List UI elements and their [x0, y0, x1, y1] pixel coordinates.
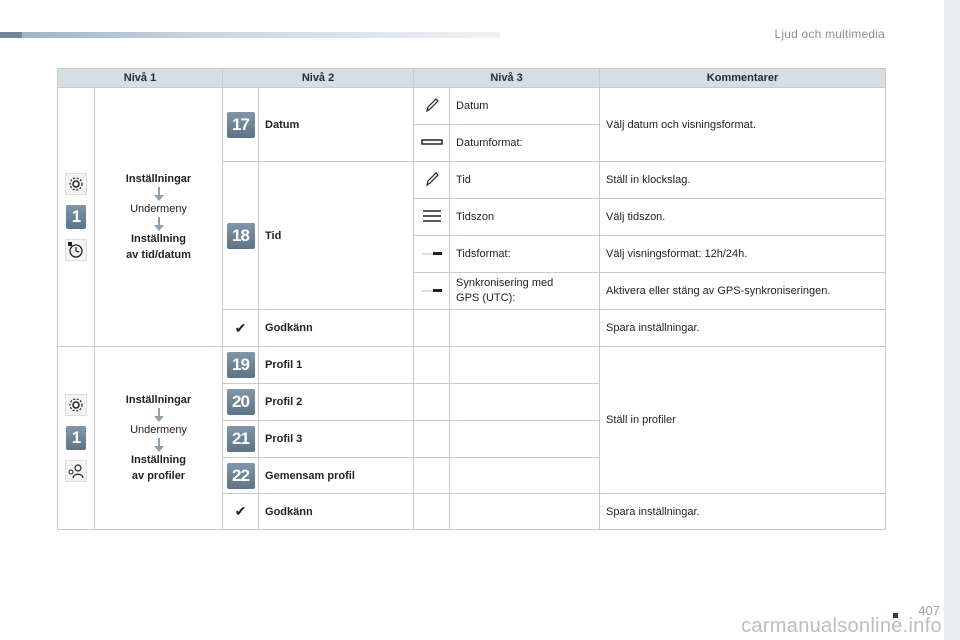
menu-label-setting: Inställning — [131, 454, 186, 466]
list-icon — [422, 209, 442, 223]
level2-confirm: Godkänn — [259, 310, 414, 347]
comment-confirm: Spara inställningar. — [600, 310, 886, 347]
pencil-icon — [424, 97, 440, 113]
level2-profile2: Profil 2 — [259, 384, 414, 421]
comment-gps-sync: Aktivera eller stäng av GPS-synkroniseringen. — [600, 273, 886, 310]
watermark: carmanualsonline.info — [741, 615, 942, 637]
gps-sync-line2: GPS (UTC): — [456, 292, 516, 304]
side-strip — [944, 0, 960, 640]
arrow-down-icon — [153, 438, 165, 452]
clock-icon — [65, 239, 87, 261]
level1-badge: 1 — [66, 205, 86, 229]
level2-tid: Tid — [259, 162, 414, 310]
profile-icon — [65, 460, 87, 482]
level2-datum: Datum — [259, 88, 414, 162]
empty-cell — [414, 384, 450, 421]
comment-tid: Ställ in klockslag. — [600, 162, 886, 199]
pencil-icon-cell — [414, 162, 450, 199]
header-level3: Nivå 3 — [414, 69, 600, 88]
checkmark-icon: ✔ — [234, 503, 247, 519]
list-icon-cell — [414, 199, 450, 236]
level3-tid: Tid — [450, 162, 600, 199]
menu-label-settings: Inställningar — [125, 394, 192, 406]
confirm-icon-cell — [223, 494, 259, 530]
level3-time-format: Tidsformat: — [450, 236, 600, 273]
top-accent-bar — [0, 32, 500, 38]
pencil-icon — [424, 171, 440, 187]
level2-profile3: Profil 3 — [259, 421, 414, 458]
toggle-icon — [421, 251, 443, 257]
empty-cell — [414, 458, 450, 494]
level1-icons-profiles — [58, 347, 95, 530]
toggle-icon-cell — [414, 273, 450, 310]
arrow-down-icon — [153, 408, 165, 422]
page-header-title: Ljud och multimedia — [774, 27, 885, 41]
arrow-down-icon — [153, 187, 165, 201]
badge-cell-tid — [223, 162, 259, 310]
empty-cell — [450, 310, 600, 347]
level3-date-format: Datumformat: — [450, 125, 600, 162]
empty-cell — [450, 347, 600, 384]
menu-label-settings: Inställningar — [125, 173, 192, 185]
table-header-row — [58, 69, 886, 88]
level3-gps-sync — [450, 273, 600, 310]
badge-cell-datum — [223, 88, 259, 162]
empty-cell — [414, 347, 450, 384]
badge-cell-profile2 — [223, 384, 259, 421]
comment-time-format: Välj visningsformat: 12h/24h. — [600, 236, 886, 273]
level2-confirm-profiles: Godkänn — [259, 494, 414, 530]
badge-cell-profile3 — [223, 421, 259, 458]
menu-label-time-date: av tid/datum — [126, 249, 191, 261]
header-comments: Kommentarer — [600, 69, 886, 88]
level3-datum: Datum — [450, 88, 600, 125]
gear-icon — [65, 394, 87, 416]
comment-profiles: Ställ in profiler — [600, 347, 886, 494]
checkmark-icon: ✔ — [234, 319, 247, 336]
number-badge-21: 21 — [227, 426, 255, 452]
menu-label-profiles: av profiler — [131, 470, 186, 482]
level1-menu-time — [95, 88, 223, 347]
level1-menu-profiles — [95, 347, 223, 530]
badge-cell-shared-profile — [223, 458, 259, 494]
number-badge-22: 22 — [227, 463, 255, 489]
page-number: 407 — [918, 603, 940, 618]
number-badge-17: 17 — [227, 112, 255, 138]
comment-timezone: Välj tidszon. — [600, 199, 886, 236]
table-row — [58, 88, 886, 125]
number-badge-20: 20 — [227, 389, 255, 415]
empty-cell — [450, 384, 600, 421]
comment-confirm-profiles: Spara inställningar. — [600, 494, 886, 530]
level3-timezone: Tidszon — [450, 199, 600, 236]
empty-cell — [414, 310, 450, 347]
menu-label-submenu: Undermeny — [130, 424, 187, 436]
confirm-icon-cell — [223, 310, 259, 347]
badge-cell-profile1 — [223, 347, 259, 384]
number-badge-19: 19 — [227, 352, 255, 378]
header-level1: Nivå 1 — [58, 69, 223, 88]
empty-cell — [414, 421, 450, 458]
gps-sync-line1: Synkronisering med — [456, 277, 554, 289]
arrow-down-icon — [153, 217, 165, 231]
pencil-icon-cell — [414, 88, 450, 125]
toggle-icon-cell — [414, 236, 450, 273]
level2-shared-profile: Gemensam profil — [259, 458, 414, 494]
menu-label-setting: Inställning — [131, 233, 186, 245]
table-row — [58, 347, 886, 384]
empty-cell — [450, 421, 600, 458]
level2-profile1: Profil 1 — [259, 347, 414, 384]
empty-cell — [450, 494, 600, 530]
header-level2: Nivå 2 — [223, 69, 414, 88]
toggle-icon — [421, 288, 443, 294]
slider-bar-icon — [421, 138, 443, 146]
empty-cell — [450, 458, 600, 494]
gear-icon — [65, 173, 87, 195]
menu-label-submenu: Undermeny — [130, 203, 187, 215]
settings-table — [57, 68, 886, 530]
format-icon-cell — [414, 125, 450, 162]
top-accent-mark — [0, 32, 22, 38]
level1-badge: 1 — [66, 426, 86, 450]
empty-cell — [414, 494, 450, 530]
level1-icons-time — [58, 88, 95, 347]
comment-datum: Välj datum och visningsformat. — [600, 88, 886, 162]
number-badge-18: 18 — [227, 223, 255, 249]
